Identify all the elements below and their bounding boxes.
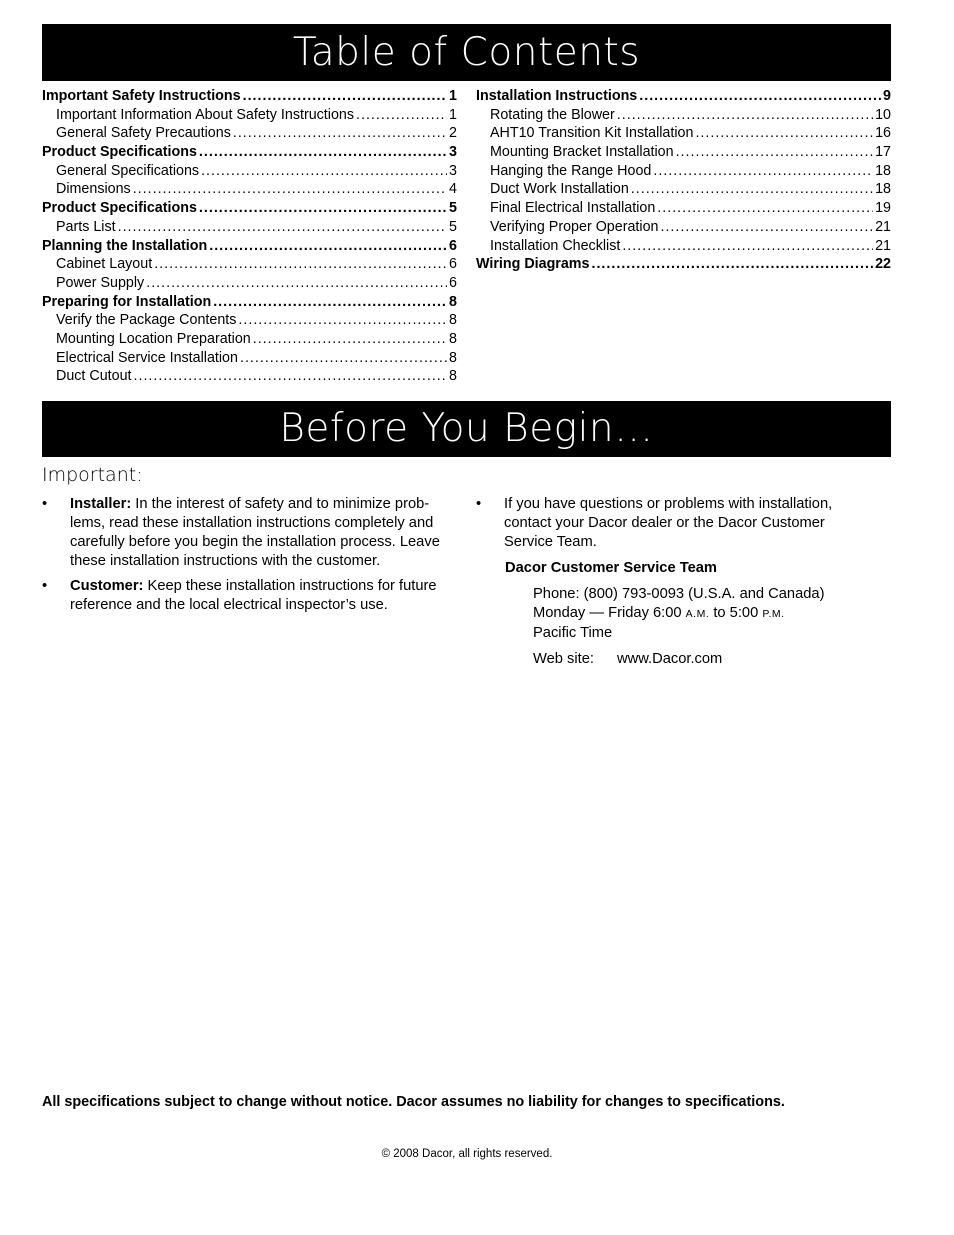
toc-entry-page: 21 xyxy=(875,237,891,254)
toc-entry[interactable] xyxy=(42,107,457,126)
toc-dot-leader xyxy=(238,312,447,328)
important-heading: Important: xyxy=(42,464,143,486)
questions-text: If you have questions or problems with installation, contact your Dacor dealer or the Dacor Customer Service Team. xyxy=(504,496,833,550)
toc-entry-title: Important Information About Safety Instructions xyxy=(56,106,355,123)
toc-entry-title: Parts List xyxy=(56,218,116,235)
toc-entry-title: Planning the Installation xyxy=(42,237,208,254)
toc-entry-title: Mounting Bracket Installation xyxy=(490,144,674,161)
toc-title: Table of Contents xyxy=(292,30,641,75)
hours-line xyxy=(533,604,876,624)
toc-entry-page: 21 xyxy=(875,218,891,235)
toc-entry-page: 6 xyxy=(449,274,457,291)
toc-entry-page: 5 xyxy=(449,200,457,217)
toc-entry-page: 5 xyxy=(449,218,457,235)
toc-entry-page: 1 xyxy=(449,106,457,123)
toc-entry-title: General Safety Precautions xyxy=(56,125,231,142)
toc-entry-page: 1 xyxy=(449,88,457,104)
toc-entry-page: 6 xyxy=(449,237,457,254)
toc-dot-leader xyxy=(617,107,873,123)
website-line xyxy=(476,650,876,669)
toc-dot-leader xyxy=(233,125,447,141)
website-link[interactable]: www.Dacor.com xyxy=(617,651,723,667)
toc-right-column xyxy=(476,88,891,275)
toc-entry[interactable] xyxy=(42,312,457,331)
pm-label: P.M. xyxy=(762,608,785,620)
customer-service-contact xyxy=(476,585,876,643)
toc-entry-page: 3 xyxy=(449,144,457,161)
important-left-column xyxy=(42,495,462,621)
toc-entry[interactable] xyxy=(42,275,457,294)
toc-dot-leader xyxy=(199,200,447,216)
toc-dot-leader xyxy=(653,163,873,179)
toc-entry-title: Preparing for Installation xyxy=(42,293,212,310)
toc-entry[interactable] xyxy=(476,144,891,163)
hours-mid: to 5:00 xyxy=(709,605,763,621)
toc-entry[interactable] xyxy=(476,256,891,275)
before-you-begin-title: Before You Begin… xyxy=(279,406,654,451)
toc-entry-title: Important Safety Instructions xyxy=(42,88,241,104)
bullet-marker: • xyxy=(42,496,48,512)
customer-bullet xyxy=(42,577,462,615)
toc-entry-title: AHT10 Transition Kit Installation xyxy=(490,125,694,142)
toc-entry-title: Product Specifications xyxy=(42,144,197,161)
toc-entry-title: Rotating the Blower xyxy=(490,106,615,123)
toc-entry-title: General Specifications xyxy=(56,162,200,179)
important-right-column xyxy=(476,495,876,669)
toc-entry-page: 6 xyxy=(449,256,457,273)
questions-bullet xyxy=(476,495,876,552)
toc-dot-leader xyxy=(591,256,873,272)
toc-entry-title: Cabinet Layout xyxy=(56,256,153,273)
toc-dot-leader xyxy=(154,256,447,272)
toc-entry-title: Duct Work Installation xyxy=(490,181,629,198)
toc-entry-page: 19 xyxy=(875,200,891,217)
customer-label: Customer: xyxy=(70,578,144,594)
toc-dot-leader xyxy=(213,294,447,310)
toc-entry-page: 16 xyxy=(875,125,891,142)
installer-text: In the interest of safety and to minimize prob-lems, read these installation instructions completely and carefully before you begin the installation process. Leave these installation instructions with the customer. xyxy=(70,496,440,569)
toc-entry-title: Verifying Proper Operation xyxy=(490,218,659,235)
toc-entry-title: Electrical Service Installation xyxy=(56,349,238,366)
installer-bullet xyxy=(42,495,462,571)
toc-dot-leader xyxy=(118,219,447,235)
toc-entry[interactable] xyxy=(476,88,891,107)
toc-dot-leader xyxy=(676,144,874,160)
toc-entry[interactable] xyxy=(42,163,457,182)
toc-dot-leader xyxy=(209,238,447,254)
toc-entry-page: 8 xyxy=(449,312,457,329)
toc-entry[interactable] xyxy=(42,144,457,163)
toc-entry-page: 8 xyxy=(449,349,457,366)
toc-entry[interactable] xyxy=(42,331,457,350)
toc-dot-leader xyxy=(201,163,447,179)
toc-dot-leader xyxy=(253,331,447,347)
toc-entry-title: Installation Instructions xyxy=(476,88,638,104)
toc-entry-page: 3 xyxy=(449,162,457,179)
toc-entry-page: 18 xyxy=(875,162,891,179)
toc-dot-leader xyxy=(695,125,873,141)
toc-dot-leader xyxy=(639,88,881,104)
toc-dot-leader xyxy=(240,350,447,366)
toc-entry-page: 9 xyxy=(883,88,891,104)
toc-left-column xyxy=(42,88,457,387)
installer-label: Installer: xyxy=(70,496,132,512)
toc-entry[interactable] xyxy=(476,125,891,144)
toc-entry-page: 18 xyxy=(875,181,891,198)
toc-entry-title: Installation Checklist xyxy=(490,237,621,254)
toc-entry-title: Hanging the Range Hood xyxy=(490,162,652,179)
toc-dot-leader xyxy=(657,200,873,216)
toc-dot-leader xyxy=(133,181,447,197)
toc-entry[interactable] xyxy=(42,368,457,387)
before-you-begin-banner xyxy=(42,401,891,457)
toc-dot-leader xyxy=(660,219,873,235)
toc-dot-leader xyxy=(631,181,873,197)
website-label: Web site: xyxy=(533,651,594,667)
toc-entry-page: 17 xyxy=(875,144,891,161)
toc-dot-leader xyxy=(199,144,447,160)
toc-entry[interactable] xyxy=(476,200,891,219)
toc-entry[interactable] xyxy=(476,238,891,257)
toc-entry-page: 10 xyxy=(875,106,891,123)
bullet-marker: • xyxy=(42,578,48,594)
toc-entry-page: 22 xyxy=(875,256,891,273)
toc-entry-title: Duct Cutout xyxy=(56,368,132,385)
toc-entry-page: 2 xyxy=(449,125,457,142)
toc-entry-page: 8 xyxy=(449,293,457,310)
toc-entry-title: Final Electrical Installation xyxy=(490,200,656,217)
toc-entry[interactable] xyxy=(42,200,457,219)
phone-line: Phone: (800) 793-0093 (U.S.A. and Canada) xyxy=(533,586,825,602)
toc-entry[interactable] xyxy=(42,125,457,144)
toc-entry-title: Product Specifications xyxy=(42,200,197,217)
toc-entry[interactable] xyxy=(476,107,891,126)
toc-dot-leader xyxy=(356,107,447,123)
toc-entry-title: Wiring Diagrams xyxy=(476,256,590,273)
customer-text: Keep these installation instructions for future reference and the local electrical inspector’s use. xyxy=(70,578,437,613)
toc-dot-leader xyxy=(243,88,447,104)
toc-entry[interactable] xyxy=(476,181,891,200)
toc-dot-leader xyxy=(134,368,448,384)
toc-banner xyxy=(42,24,891,81)
toc-entry[interactable] xyxy=(42,88,457,107)
toc-entry-page: 8 xyxy=(449,368,457,385)
toc-entry[interactable] xyxy=(42,181,457,200)
customer-service-title: Dacor Customer Service Team xyxy=(505,560,717,576)
toc-entry-title: Verify the Package Contents xyxy=(56,312,237,329)
toc-entry[interactable] xyxy=(42,238,457,257)
toc-dot-leader xyxy=(146,275,447,291)
am-label: A.M. xyxy=(685,608,710,620)
toc-entry-page: 8 xyxy=(449,330,457,347)
toc-entry[interactable] xyxy=(476,219,891,238)
toc-entry-title: Mounting Location Preparation xyxy=(56,330,251,347)
bullet-marker: • xyxy=(476,496,482,512)
toc-entry[interactable] xyxy=(42,256,457,275)
copyright-notice: © 2008 Dacor, all rights reserved. xyxy=(381,1148,553,1160)
toc-entry[interactable] xyxy=(476,163,891,182)
specifications-disclaimer: All specifications subject to change without notice. Dacor assumes no liability for changes to specifications. xyxy=(42,1094,785,1110)
hours-prefix: Monday — Friday 6:00 xyxy=(533,605,686,621)
toc-entry[interactable] xyxy=(42,350,457,369)
toc-dot-leader xyxy=(622,238,873,254)
toc-entry-title: Dimensions xyxy=(56,181,131,198)
toc-entry[interactable] xyxy=(42,219,457,238)
timezone-line: Pacific Time xyxy=(533,625,613,641)
toc-entry[interactable] xyxy=(42,294,457,313)
toc-entry-page: 4 xyxy=(449,181,457,198)
toc-entry-title: Power Supply xyxy=(56,274,145,291)
